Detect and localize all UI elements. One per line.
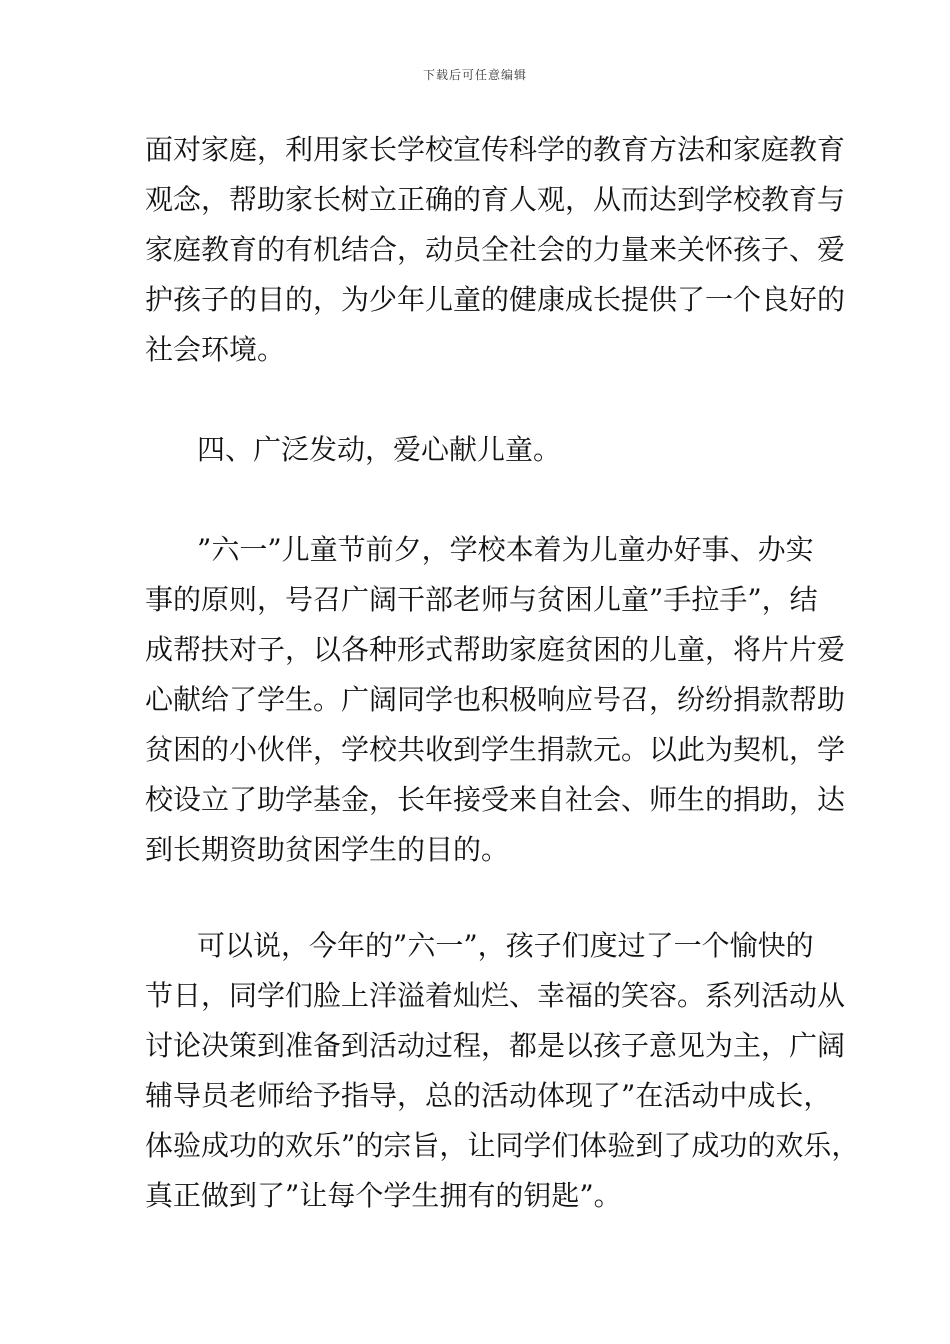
text-line: 事的原则，号召广阔干部老师与贫困儿童”手拉手”，结 <box>145 583 818 616</box>
text-line: 校设立了助学基金，长年接受来自社会、师生的捐助，达 <box>145 783 846 816</box>
text-line: 节日，同学们脸上洋溢着灿烂、幸福的笑容。系列活动从 <box>145 979 846 1012</box>
text-line: 心献给了学生。广阔同学也积极响应号召，纷纷捐款帮助 <box>145 683 846 716</box>
text-line: 家庭教育的有机结合，动员全社会的力量来关怀孩子、爱 <box>145 233 846 266</box>
text-line: 体验成功的欢乐”的宗旨，让同学们体验到了成功的欢乐， <box>145 1129 860 1162</box>
text-line: ”六一”儿童节前夕，学校本着为儿童办好事、办实 <box>197 533 814 566</box>
header-note: 下载后可任意编辑 <box>422 68 527 82</box>
text-line: 到长期资助贫困学生的目的。 <box>145 833 510 866</box>
text-line: 可以说，今年的”六一”，孩子们度过了一个愉快的 <box>197 929 814 962</box>
text-line: 护孩子的目的，为少年儿童的健康成长提供了一个良好的 <box>145 283 846 316</box>
text-line: 真正做到了”让每个学生拥有的钥匙”。 <box>145 1179 622 1212</box>
text-line: 观念，帮助家长树立正确的育人观，从而达到学校教育与 <box>145 183 846 216</box>
section-heading: 四、广泛发动，爱心献儿童。 <box>197 433 562 466</box>
text-line: 辅导员老师给予指导，总的活动体现了”在活动中成长， <box>145 1079 832 1112</box>
text-line: 成帮扶对子，以各种形式帮助家庭贫困的儿童，将片片爱 <box>145 633 846 666</box>
text-line: 面对家庭，利用家长学校宣传科学的教育方法和家庭教育 <box>145 133 846 166</box>
text-line: 社会环境。 <box>145 333 286 366</box>
text-line: 讨论决策到准备到活动过程，都是以孩子意见为主，广阔 <box>145 1029 846 1062</box>
text-line: 贫困的小伙伴，学校共收到学生捐款元。以此为契机，学 <box>145 733 846 766</box>
